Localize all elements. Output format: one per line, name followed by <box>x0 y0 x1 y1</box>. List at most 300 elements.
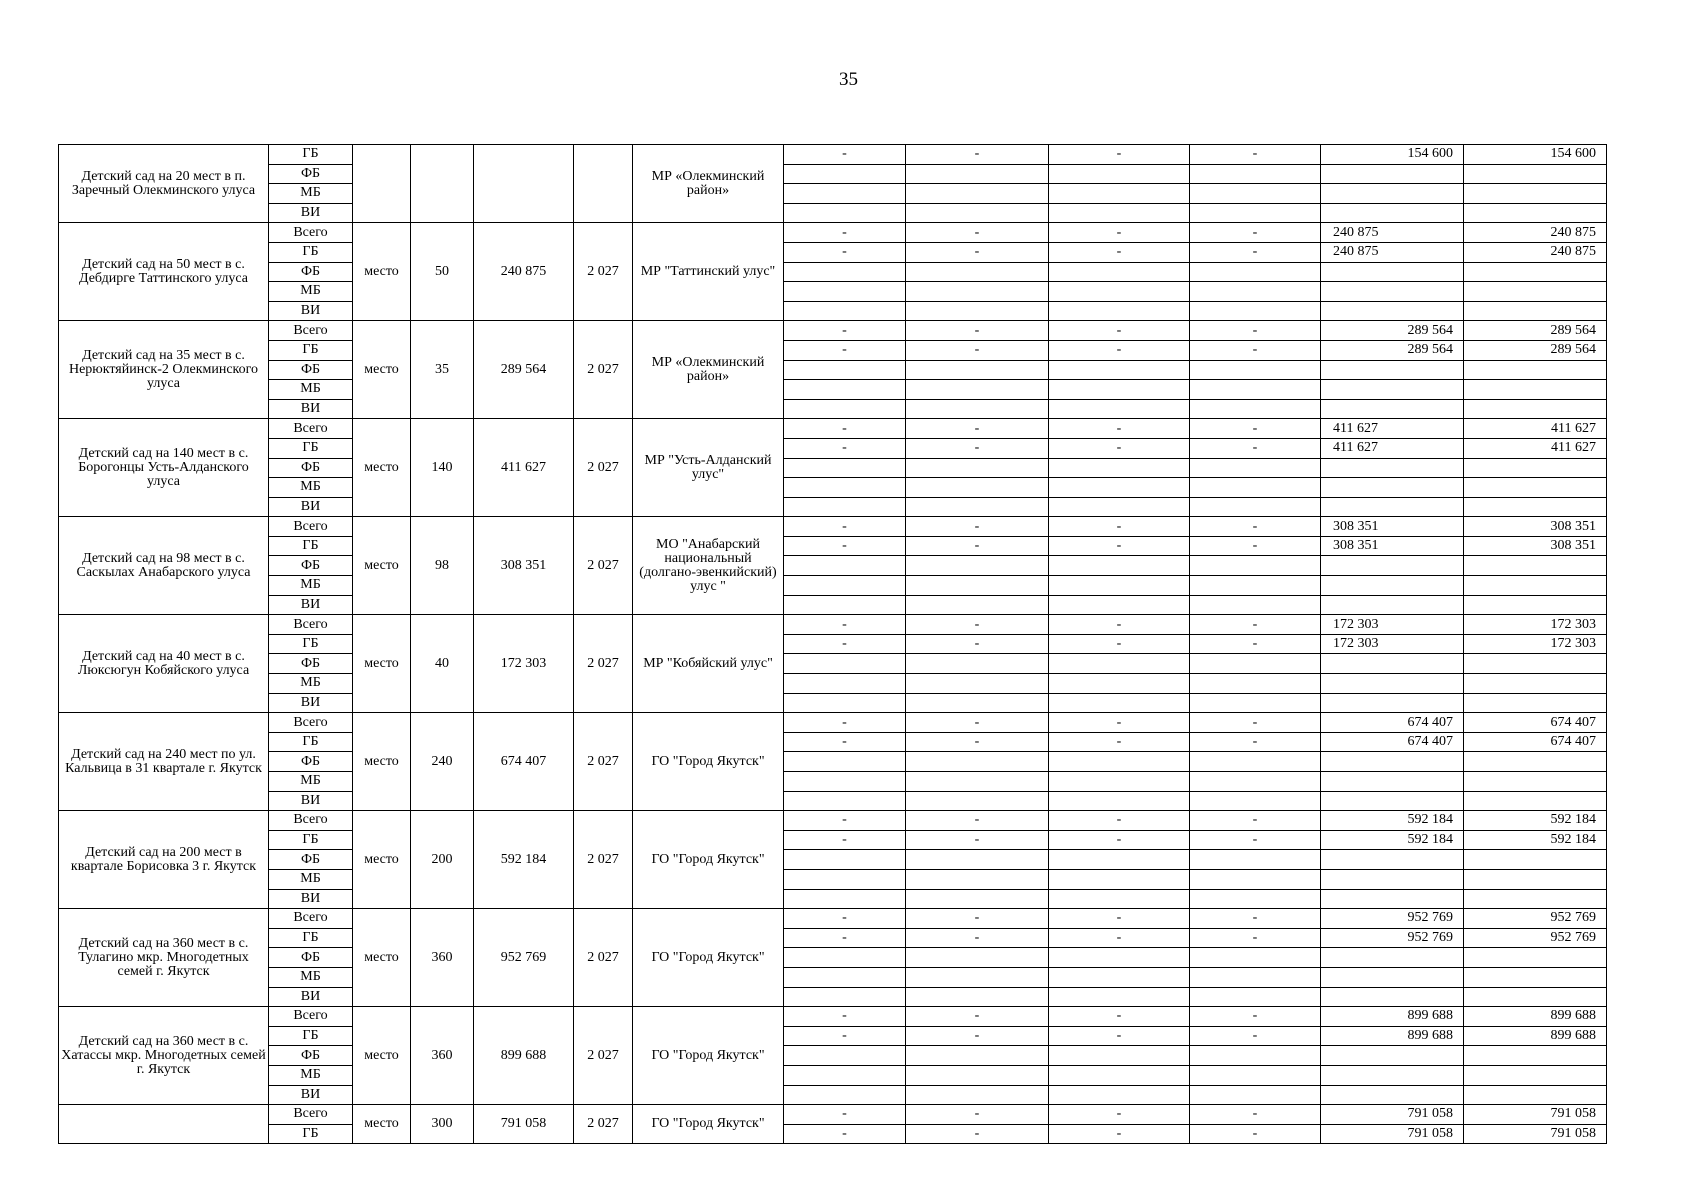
total-value-cell: 411 627 <box>1464 438 1607 458</box>
year-value-cell: - <box>1190 1026 1321 1046</box>
year-value-cell <box>906 772 1049 792</box>
year-value-cell: - <box>1049 517 1190 537</box>
year-value-cell: - <box>1049 928 1190 948</box>
year-value-cell <box>906 967 1049 987</box>
year-value-cell <box>784 380 906 400</box>
year-value-cell: 172 303 <box>1321 615 1464 635</box>
year-value-cell <box>784 1046 906 1066</box>
year-value-cell: 308 351 <box>1321 517 1464 537</box>
year-value-cell: - <box>784 1105 906 1125</box>
year-value-cell: - <box>784 1124 906 1144</box>
year-value-cell <box>1321 967 1464 987</box>
year-value-cell <box>1049 399 1190 419</box>
funding-source-cell: МБ <box>269 576 353 596</box>
funding-source-cell: ВИ <box>269 987 353 1007</box>
funding-source-cell: ВИ <box>269 203 353 223</box>
year-value-cell <box>1049 948 1190 968</box>
year-value-cell <box>906 791 1049 811</box>
year-value-cell <box>784 478 906 498</box>
year-value-cell: 154 600 <box>1321 145 1464 165</box>
year-value-cell: - <box>784 634 906 654</box>
year-value-cell <box>784 556 906 576</box>
funding-source-cell: ГБ <box>269 536 353 556</box>
table-row <box>59 791 1607 811</box>
year-value-cell <box>906 752 1049 772</box>
unit-cell: место <box>353 1105 411 1144</box>
year-value-cell <box>1049 654 1190 674</box>
cost-cell: 674 407 <box>474 713 574 811</box>
year-value-cell <box>784 987 906 1007</box>
year-value-cell: - <box>1190 811 1321 831</box>
year-value-cell <box>1190 654 1321 674</box>
funding-source-cell: Всего <box>269 909 353 929</box>
year-value-cell <box>1321 889 1464 909</box>
year-value-cell <box>1321 752 1464 772</box>
total-value-cell <box>1464 791 1607 811</box>
total-value-cell: 592 184 <box>1464 830 1607 850</box>
table-row <box>59 223 1607 243</box>
year-cell: 2 027 <box>574 713 633 811</box>
year-value-cell <box>1321 576 1464 596</box>
year-value-cell <box>784 164 906 184</box>
total-value-cell: 240 875 <box>1464 223 1607 243</box>
year-value-cell: - <box>906 830 1049 850</box>
year-value-cell: 592 184 <box>1321 811 1464 831</box>
total-value-cell <box>1464 458 1607 478</box>
year-value-cell: 308 351 <box>1321 536 1464 556</box>
year-value-cell: - <box>1049 811 1190 831</box>
year-value-cell <box>784 967 906 987</box>
year-value-cell: - <box>1190 928 1321 948</box>
year-value-cell <box>906 282 1049 302</box>
year-value-cell <box>1321 1046 1464 1066</box>
year-value-cell <box>906 164 1049 184</box>
year-value-cell <box>1049 595 1190 615</box>
year-value-cell <box>1049 301 1190 321</box>
object-name-cell: Детский сад на 35 мест в с. Нерюктяйинск-2 Олекминского улуса <box>59 321 269 419</box>
year-value-cell <box>1321 478 1464 498</box>
total-value-cell: 411 627 <box>1464 419 1607 439</box>
total-value-cell <box>1464 987 1607 1007</box>
total-value-cell: 240 875 <box>1464 242 1607 262</box>
total-value-cell: 289 564 <box>1464 321 1607 341</box>
year-value-cell <box>1321 595 1464 615</box>
total-value-cell <box>1464 478 1607 498</box>
object-name-cell: Детский сад на 360 мест в с. Хатассы мкр. Многодетных семей г. Якутск <box>59 1007 269 1105</box>
year-value-cell <box>906 595 1049 615</box>
year-value-cell <box>1049 889 1190 909</box>
capacity-cell: 140 <box>411 419 474 517</box>
year-value-cell: - <box>784 223 906 243</box>
capacity-cell: 240 <box>411 713 474 811</box>
year-value-cell <box>1049 674 1190 694</box>
year-value-cell <box>784 301 906 321</box>
year-value-cell <box>1321 301 1464 321</box>
year-value-cell <box>1190 203 1321 223</box>
year-value-cell: - <box>1049 340 1190 360</box>
year-value-cell: - <box>1049 634 1190 654</box>
total-value-cell: 674 407 <box>1464 713 1607 733</box>
year-value-cell: - <box>784 830 906 850</box>
year-cell: 2 027 <box>574 811 633 909</box>
year-value-cell <box>1049 791 1190 811</box>
organization-cell: ГО "Город Якутск" <box>633 713 784 811</box>
funding-source-cell: ГБ <box>269 242 353 262</box>
total-value-cell <box>1464 889 1607 909</box>
year-value-cell <box>1321 262 1464 282</box>
capacity-cell: 50 <box>411 223 474 321</box>
year-value-cell <box>1190 791 1321 811</box>
year-value-cell <box>1049 282 1190 302</box>
year-value-cell: - <box>1190 419 1321 439</box>
table-row <box>59 164 1607 184</box>
capacity-cell: 35 <box>411 321 474 419</box>
year-value-cell <box>906 203 1049 223</box>
cost-cell: 172 303 <box>474 615 574 713</box>
cost-cell: 791 058 <box>474 1105 574 1144</box>
funding-source-cell: Всего <box>269 615 353 635</box>
organization-cell: МР "Таттинский улус" <box>633 223 784 321</box>
object-name-cell: Детский сад на 20 мест в п. Заречный Олекминского улуса <box>59 145 269 223</box>
year-value-cell <box>1321 693 1464 713</box>
capacity-cell: 200 <box>411 811 474 909</box>
year-value-cell: - <box>1190 830 1321 850</box>
total-value-cell: 172 303 <box>1464 634 1607 654</box>
funding-source-cell: ФБ <box>269 654 353 674</box>
table-row <box>59 517 1607 537</box>
year-value-cell <box>1190 184 1321 204</box>
year-value-cell <box>784 1085 906 1105</box>
capacity-cell: 300 <box>411 1105 474 1144</box>
year-value-cell: 592 184 <box>1321 830 1464 850</box>
year-value-cell: 791 058 <box>1321 1105 1464 1125</box>
year-value-cell: - <box>784 1026 906 1046</box>
funding-source-cell: ВИ <box>269 497 353 517</box>
year-value-cell <box>1190 497 1321 517</box>
total-value-cell <box>1464 301 1607 321</box>
year-value-cell: - <box>1190 517 1321 537</box>
table-row <box>59 458 1607 478</box>
table-row <box>59 1085 1607 1105</box>
funding-source-cell: Всего <box>269 517 353 537</box>
year-value-cell <box>1190 556 1321 576</box>
funding-source-cell: ФБ <box>269 164 353 184</box>
funding-source-cell: МБ <box>269 869 353 889</box>
funding-source-cell: МБ <box>269 282 353 302</box>
year-value-cell <box>1049 497 1190 517</box>
year-value-cell <box>906 987 1049 1007</box>
year-value-cell <box>1190 164 1321 184</box>
funding-source-cell: ФБ <box>269 458 353 478</box>
year-cell: 2 027 <box>574 1007 633 1105</box>
year-value-cell <box>906 869 1049 889</box>
year-value-cell <box>1049 478 1190 498</box>
unit-cell: место <box>353 909 411 1007</box>
funding-source-cell: ГБ <box>269 1026 353 1046</box>
cost-cell: 592 184 <box>474 811 574 909</box>
year-value-cell <box>784 184 906 204</box>
total-value-cell: 172 303 <box>1464 615 1607 635</box>
year-value-cell: - <box>1049 830 1190 850</box>
organization-cell: МР "Усть-Алданский улус" <box>633 419 784 517</box>
year-value-cell: - <box>1190 615 1321 635</box>
total-value-cell <box>1464 556 1607 576</box>
year-value-cell: - <box>1190 713 1321 733</box>
total-value-cell <box>1464 360 1607 380</box>
capacity-cell: 40 <box>411 615 474 713</box>
funding-source-cell: Всего <box>269 419 353 439</box>
cost-cell: 899 688 <box>474 1007 574 1105</box>
table-row <box>59 732 1607 752</box>
year-cell: 2 027 <box>574 909 633 1007</box>
year-value-cell: - <box>906 1105 1049 1125</box>
year-value-cell: - <box>1049 713 1190 733</box>
organization-cell: МО "Анабарский национальный (долгано-эвенкийский) улус " <box>633 517 784 615</box>
year-value-cell: 791 058 <box>1321 1124 1464 1144</box>
table-row <box>59 478 1607 498</box>
year-value-cell <box>1049 380 1190 400</box>
total-value-cell: 308 351 <box>1464 517 1607 537</box>
year-value-cell: - <box>1190 1124 1321 1144</box>
year-value-cell: - <box>784 517 906 537</box>
total-value-cell: 952 769 <box>1464 909 1607 929</box>
year-value-cell: - <box>906 321 1049 341</box>
organization-cell: ГО "Город Якутск" <box>633 909 784 1007</box>
year-value-cell <box>1321 497 1464 517</box>
funding-source-cell: ГБ <box>269 145 353 165</box>
cost-cell: 308 351 <box>474 517 574 615</box>
funding-source-cell: МБ <box>269 967 353 987</box>
year-value-cell <box>1049 752 1190 772</box>
unit-cell: место <box>353 223 411 321</box>
year-value-cell <box>1190 478 1321 498</box>
year-value-cell <box>906 850 1049 870</box>
cost-cell: 289 564 <box>474 321 574 419</box>
year-value-cell <box>1049 967 1190 987</box>
year-value-cell: 411 627 <box>1321 419 1464 439</box>
table-row <box>59 654 1607 674</box>
year-value-cell <box>1049 203 1190 223</box>
year-value-cell <box>1190 458 1321 478</box>
year-value-cell <box>1321 203 1464 223</box>
total-value-cell <box>1464 1065 1607 1085</box>
year-value-cell <box>906 1046 1049 1066</box>
table-row <box>59 399 1607 419</box>
table-row <box>59 889 1607 909</box>
table-row <box>59 909 1607 929</box>
year-value-cell <box>1049 850 1190 870</box>
year-cell <box>574 145 633 223</box>
funding-source-cell: ВИ <box>269 1085 353 1105</box>
year-value-cell <box>784 1065 906 1085</box>
year-value-cell <box>784 458 906 478</box>
total-value-cell <box>1464 184 1607 204</box>
year-value-cell <box>784 576 906 596</box>
table-row <box>59 850 1607 870</box>
year-value-cell <box>784 772 906 792</box>
year-value-cell: 899 688 <box>1321 1026 1464 1046</box>
funding-source-cell: ГБ <box>269 732 353 752</box>
year-value-cell <box>906 478 1049 498</box>
year-value-cell <box>1190 850 1321 870</box>
year-value-cell: 952 769 <box>1321 909 1464 929</box>
year-value-cell: - <box>906 419 1049 439</box>
total-value-cell <box>1464 380 1607 400</box>
table-row <box>59 1105 1607 1125</box>
table-row <box>59 1046 1607 1066</box>
year-value-cell <box>1049 458 1190 478</box>
unit-cell: место <box>353 713 411 811</box>
year-cell: 2 027 <box>574 1105 633 1144</box>
table-row <box>59 928 1607 948</box>
total-value-cell <box>1464 399 1607 419</box>
object-name-cell: Детский сад на 200 мест в квартале Борисовка 3 г. Якутск <box>59 811 269 909</box>
total-value-cell <box>1464 674 1607 694</box>
year-value-cell: - <box>1049 1007 1190 1027</box>
year-value-cell: - <box>784 615 906 635</box>
year-value-cell <box>1049 772 1190 792</box>
year-value-cell: - <box>1049 909 1190 929</box>
total-value-cell: 289 564 <box>1464 340 1607 360</box>
funding-source-cell: ГБ <box>269 438 353 458</box>
funding-source-cell: ФБ <box>269 948 353 968</box>
table-row <box>59 380 1607 400</box>
object-name-cell: Детский сад на 360 мест в с. Тулагино мкр. Многодетных семей г. Якутск <box>59 909 269 1007</box>
year-value-cell <box>1321 987 1464 1007</box>
year-value-cell: - <box>784 909 906 929</box>
funding-source-cell: ФБ <box>269 556 353 576</box>
capacity-cell: 98 <box>411 517 474 615</box>
organization-cell: МР «Олекминский район» <box>633 321 784 419</box>
year-value-cell: - <box>1190 634 1321 654</box>
year-value-cell: - <box>906 223 1049 243</box>
table-row <box>59 536 1607 556</box>
year-value-cell: - <box>1049 438 1190 458</box>
year-value-cell <box>1190 595 1321 615</box>
funding-source-cell: ВИ <box>269 301 353 321</box>
year-value-cell <box>906 654 1049 674</box>
cost-cell: 952 769 <box>474 909 574 1007</box>
year-value-cell: 411 627 <box>1321 438 1464 458</box>
funding-source-cell: ГБ <box>269 830 353 850</box>
year-value-cell <box>1049 184 1190 204</box>
table-row <box>59 1065 1607 1085</box>
table-row <box>59 282 1607 302</box>
table-row <box>59 145 1607 165</box>
total-value-cell <box>1464 203 1607 223</box>
funding-source-cell: ФБ <box>269 262 353 282</box>
year-value-cell: - <box>906 145 1049 165</box>
year-value-cell: - <box>784 242 906 262</box>
year-value-cell <box>1321 948 1464 968</box>
organization-cell: ГО "Город Якутск" <box>633 1105 784 1144</box>
year-value-cell: - <box>906 1026 1049 1046</box>
year-value-cell: - <box>1049 615 1190 635</box>
year-value-cell <box>1190 674 1321 694</box>
table-row <box>59 987 1607 1007</box>
year-value-cell: - <box>784 419 906 439</box>
year-value-cell: - <box>906 615 1049 635</box>
year-value-cell: - <box>906 811 1049 831</box>
total-value-cell <box>1464 850 1607 870</box>
year-value-cell: - <box>784 340 906 360</box>
year-value-cell <box>1190 693 1321 713</box>
year-value-cell <box>1049 869 1190 889</box>
table-row <box>59 1007 1607 1027</box>
total-value-cell <box>1464 164 1607 184</box>
year-value-cell: - <box>1049 419 1190 439</box>
funding-source-cell: ВИ <box>269 595 353 615</box>
capacity-cell <box>411 145 474 223</box>
year-value-cell <box>1049 1065 1190 1085</box>
funding-source-cell: ГБ <box>269 634 353 654</box>
year-value-cell: - <box>1190 438 1321 458</box>
year-value-cell: - <box>784 811 906 831</box>
unit-cell: место <box>353 615 411 713</box>
funding-source-cell: ГБ <box>269 1124 353 1144</box>
year-value-cell: - <box>1190 223 1321 243</box>
table-row <box>59 869 1607 889</box>
unit-cell: место <box>353 419 411 517</box>
year-value-cell <box>1190 1065 1321 1085</box>
year-value-cell <box>1321 1065 1464 1085</box>
year-value-cell <box>906 674 1049 694</box>
year-value-cell: 172 303 <box>1321 634 1464 654</box>
total-value-cell: 791 058 <box>1464 1105 1607 1125</box>
year-cell: 2 027 <box>574 223 633 321</box>
organization-cell: МР "Кобяйский улус" <box>633 615 784 713</box>
year-value-cell <box>1321 1085 1464 1105</box>
year-value-cell: - <box>784 928 906 948</box>
year-value-cell: - <box>906 1124 1049 1144</box>
year-value-cell: - <box>906 909 1049 929</box>
funding-source-cell: ВИ <box>269 889 353 909</box>
table-row <box>59 438 1607 458</box>
page-number: 35 <box>839 69 858 90</box>
year-value-cell: 899 688 <box>1321 1007 1464 1027</box>
funding-source-cell: ФБ <box>269 360 353 380</box>
year-value-cell <box>784 497 906 517</box>
funding-source-cell: Всего <box>269 321 353 341</box>
year-value-cell: - <box>906 732 1049 752</box>
year-value-cell <box>906 360 1049 380</box>
year-value-cell: - <box>1049 1026 1190 1046</box>
year-value-cell <box>906 576 1049 596</box>
year-value-cell: 952 769 <box>1321 928 1464 948</box>
funding-source-cell: ФБ <box>269 850 353 870</box>
year-value-cell <box>1190 987 1321 1007</box>
year-value-cell <box>1321 772 1464 792</box>
year-value-cell <box>784 674 906 694</box>
year-value-cell: - <box>906 438 1049 458</box>
year-value-cell <box>906 380 1049 400</box>
year-value-cell: - <box>906 536 1049 556</box>
year-value-cell <box>784 654 906 674</box>
funding-source-cell: ФБ <box>269 1046 353 1066</box>
year-value-cell <box>784 869 906 889</box>
total-value-cell <box>1464 282 1607 302</box>
year-value-cell: - <box>1049 223 1190 243</box>
total-value-cell: 952 769 <box>1464 928 1607 948</box>
year-value-cell: - <box>1049 732 1190 752</box>
total-value-cell <box>1464 576 1607 596</box>
table-row <box>59 262 1607 282</box>
year-value-cell: - <box>1190 321 1321 341</box>
year-value-cell <box>784 752 906 772</box>
table-row <box>59 772 1607 792</box>
year-value-cell <box>1049 164 1190 184</box>
year-value-cell <box>1049 262 1190 282</box>
